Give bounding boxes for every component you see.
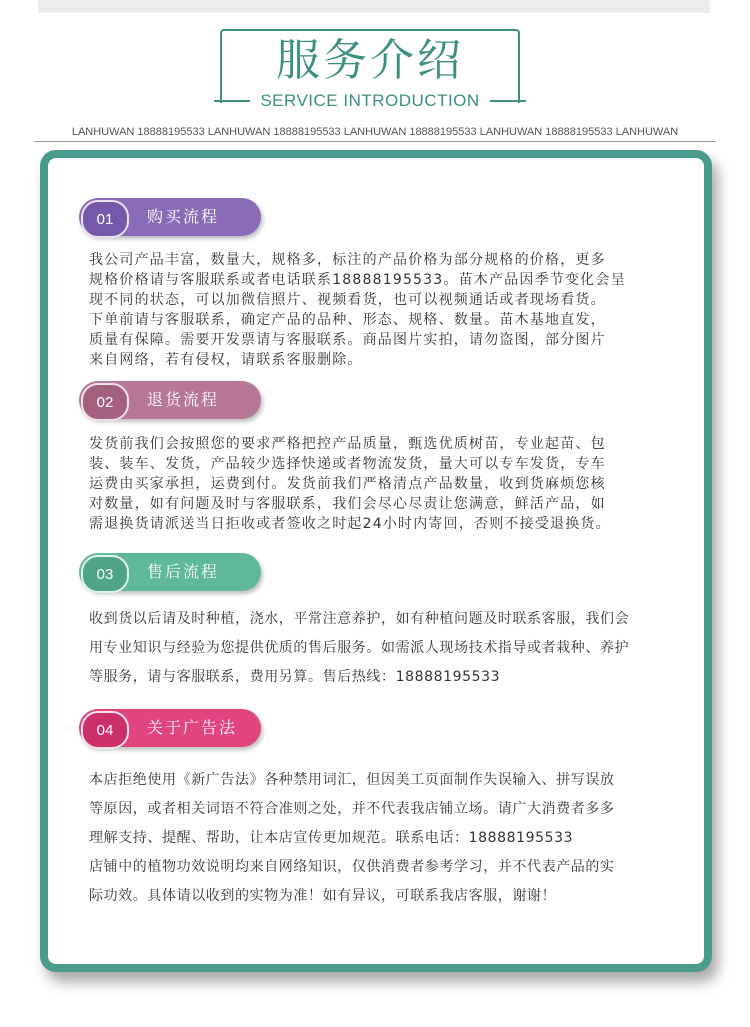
contact-ribbon: LANHUWAN 18888195533 LANHUWAN 18888195533 LANHUWAN 18888195533 LANHUWAN 18888195533 LANHUWAN	[71, 126, 679, 138]
section-header-purchase	[79, 198, 261, 236]
section-body-return	[89, 434, 693, 534]
section-header-adlaw	[79, 709, 261, 747]
page-subtitle-wrap	[214, 89, 526, 113]
text-line: 本店拒绝使用《新广告法》各种禁用词汇，但因美工页面制作失误输入、拼写误放	[89, 772, 615, 788]
text-line: 我公司产品丰富，数量大，规格多，标注的产品价格为部分规格的价格，更多	[89, 252, 606, 268]
section-title: 售后流程	[147, 562, 220, 581]
section-body-aftersales	[89, 605, 693, 692]
text-line: 装、装车、发货，产品较少选择快递或者物流发货，量大可以专车发货，专车	[89, 456, 606, 472]
text-line: 用专业知识与经验为您提供优质的售后服务。如需派人现场技术指导或者栽种、养护	[89, 640, 630, 656]
section-title: 关于广告法	[147, 718, 238, 737]
text-line: 来自网络，若有侵权，请联系客服删除。	[89, 352, 363, 368]
page-title: 服务介绍	[276, 35, 464, 86]
section-title: 购买流程	[147, 207, 220, 226]
text-line: 店铺中的植物功效说明均来自网络知识，仅供消费者参考学习，并不代表产品的实	[89, 859, 615, 875]
section-number-badge: 02	[81, 383, 129, 421]
section-header-return	[79, 381, 261, 419]
section-number-badge: 01	[81, 200, 129, 238]
text-line: 规格价格请与客服联系或者电话联系18888195533。苗木产品因季节变化会呈	[89, 272, 626, 288]
page-subtitle: SERVICE INTRODUCTION	[260, 91, 480, 110]
section-body-purchase	[89, 250, 693, 370]
text-line: 质量有保障。需要开发票请与客服联系。商品图片实拍，请勿盗图，部分图片	[89, 332, 606, 348]
section-number-badge: 04	[81, 711, 129, 749]
text-line: 下单前请与客服联系，确定产品的品种、形态、规格、数量。苗木基地直发，	[89, 312, 606, 328]
section-title: 退货流程	[147, 390, 220, 409]
text-line: 等原因，或者相关词语不符合准则之处，并不代表我店铺立场。请广大消费者多多	[89, 801, 615, 817]
text-line: 对数量，如有问题及时与客服联系，我们会尽心尽责让您满意，鲜活产品，如	[89, 496, 606, 512]
text-line: 需退换货请派送当日拒收或者签收之时起24小时内寄回，否则不接受退换货。	[89, 516, 611, 532]
top-strip	[38, 0, 710, 13]
text-line: 际功效。具体请以收到的实物为准！如有异议，可联系我店客服，谢谢！	[89, 888, 557, 904]
section-number-badge: 03	[81, 555, 129, 593]
section-body-adlaw	[89, 766, 693, 911]
section-header-aftersales	[79, 553, 261, 591]
text-line: 运费由买家承担，运费到付。发货前我们严格清点产品数量，收到货麻烦您核	[89, 476, 606, 492]
text-line: 发货前我们会按照您的要求严格把控产品质量，甄选优质树苗，专业起苗、包	[89, 436, 606, 452]
text-line: 现不同的状态，可以加微信照片、视频看货，也可以视频通话或者现场看货。	[89, 292, 606, 308]
text-line: 理解支持、提醒、帮助，让本店宣传更加规范。联系电话：18888195533	[89, 830, 574, 846]
text-line: 收到货以后请及时种植，浇水，平常注意养护，如有种植问题及时联系客服，我们会	[89, 611, 630, 627]
text-line: 等服务，请与客服联系，费用另算。售后热线：18888195533	[89, 669, 501, 685]
ribbon-divider	[34, 141, 716, 142]
